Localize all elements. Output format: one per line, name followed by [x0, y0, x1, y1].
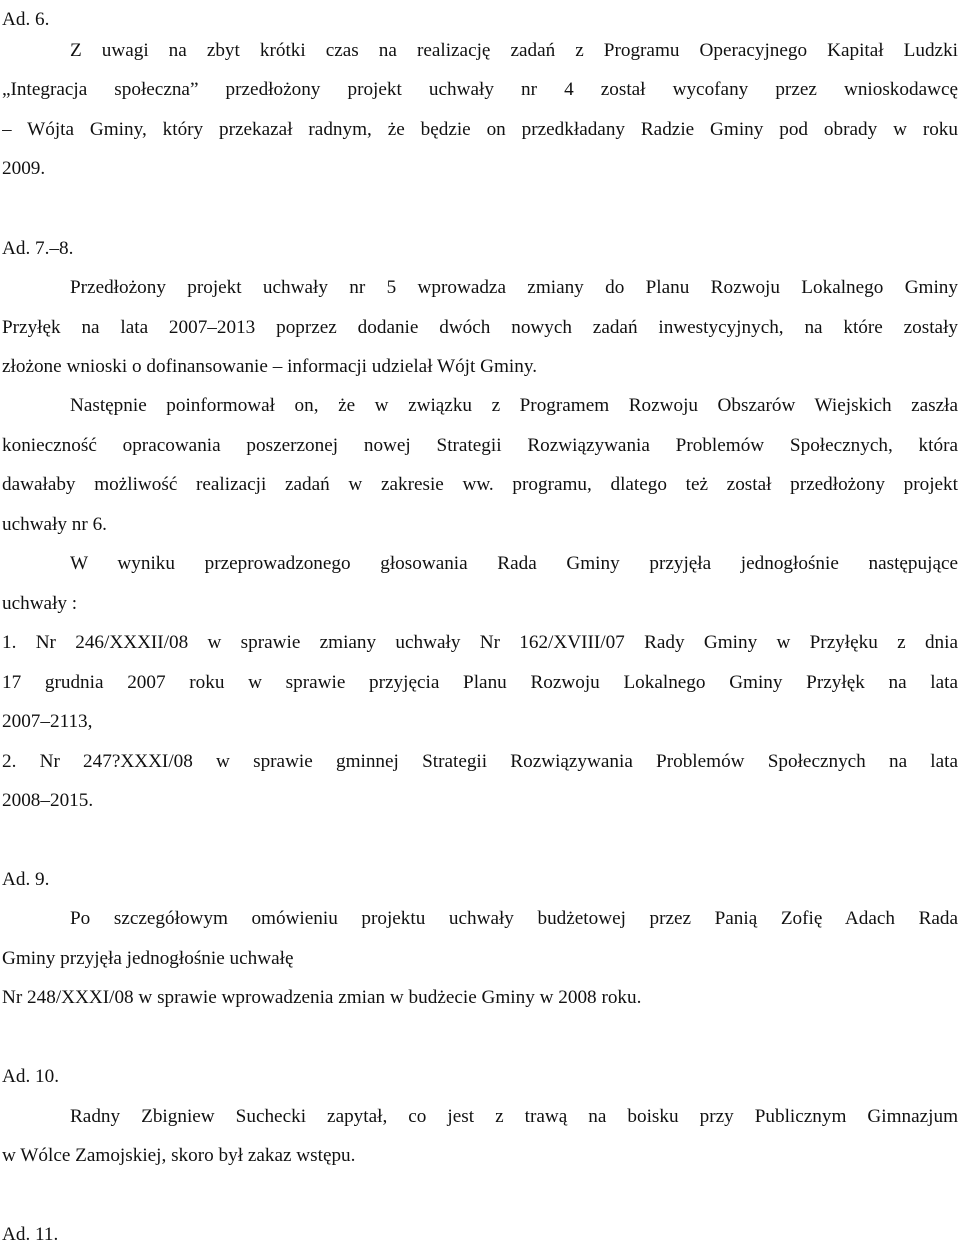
resolution-item: 1. Nr 246/XXXII/08 w sprawie zmiany uchwały Nr 162/XVIII/07 Rady Gminy w Przyłęku z dnia: [2, 632, 958, 653]
paragraph-line: „Integracja społeczna” przedłożony projekt uchwały nr 4 został wycofany przez wnioskodawcę: [2, 79, 958, 100]
paragraph-line: uchwały :: [2, 593, 78, 614]
paragraph-line: Nr 248/XXXI/08 w sprawie wprowadzenia zmian w budżecie Gminy w 2008 roku.: [2, 987, 642, 1008]
paragraph-line: 2007–2113,: [2, 711, 93, 732]
paragraph-line: Gminy przyjęła jednogłośnie uchwałę: [2, 948, 294, 969]
resolution-item: 2. Nr 247?XXXI/08 w sprawie gminnej Strategii Rozwiązywania Problemów Społecznych na lata: [2, 751, 958, 772]
paragraph-line: Następnie poinformował on, że w związku z Programem Rozwoju Obszarów Wiejskich zaszła: [70, 395, 958, 416]
paragraph-line: W wyniku przeprowadzonego głosowania Rada Gminy przyjęła jednogłośnie następujące: [70, 553, 958, 574]
paragraph-line: Przedłożony projekt uchwały nr 5 wprowadza zmiany do Planu Rozwoju Lokalnego Gminy: [70, 277, 958, 298]
section-heading-ad-10: Ad. 10.: [2, 1066, 60, 1087]
paragraph-line: dawałaby możliwość realizacji zadań w zakresie ww. programu, dlatego też został przedłożony projekt: [2, 474, 958, 495]
paragraph-line: – Wójta Gminy, który przekazał radnym, że będzie on przedkładany Radzie Gminy pod obrady w roku: [2, 119, 958, 140]
paragraph-line: złożone wnioski o dofinansowanie – informacji udzielał Wójt Gminy.: [2, 356, 537, 377]
paragraph-line: Przyłęk na lata 2007–2013 poprzez dodanie dwóch nowych zadań inwestycyjnych, na które zostały: [2, 317, 958, 338]
paragraph-line: 2009.: [2, 158, 46, 179]
section-heading-ad-9: Ad. 9.: [2, 869, 50, 890]
paragraph-line: uchwały nr 6.: [2, 514, 107, 535]
paragraph-line: 2008–2015.: [2, 790, 94, 811]
paragraph-line: 17 grudnia 2007 roku w sprawie przyjęcia Planu Rozwoju Lokalnego Gminy Przyłęk na lata: [2, 672, 958, 693]
section-heading-ad-6: Ad. 6.: [2, 9, 50, 30]
section-heading-ad-7-8: Ad. 7.–8.: [2, 238, 74, 259]
paragraph-line: Po szczegółowym omówieniu projektu uchwały budżetowej przez Panią Zofię Adach Rada: [70, 908, 958, 929]
paragraph-line: Radny Zbigniew Suchecki zapytał, co jest z trawą na boisku przy Publicznym Gimnazjum: [70, 1106, 958, 1127]
paragraph-line: konieczność opracowania poszerzonej nowej Strategii Rozwiązywania Problemów Społecznych, która: [2, 435, 958, 456]
section-heading-ad-11: Ad. 11.: [2, 1224, 59, 1245]
paragraph-line: w Wólce Zamojskiej, skoro był zakaz wstępu.: [2, 1145, 356, 1166]
paragraph-line: Z uwagi na zbyt krótki czas na realizację zadań z Programu Operacyjnego Kapitał Ludzki: [70, 40, 958, 61]
